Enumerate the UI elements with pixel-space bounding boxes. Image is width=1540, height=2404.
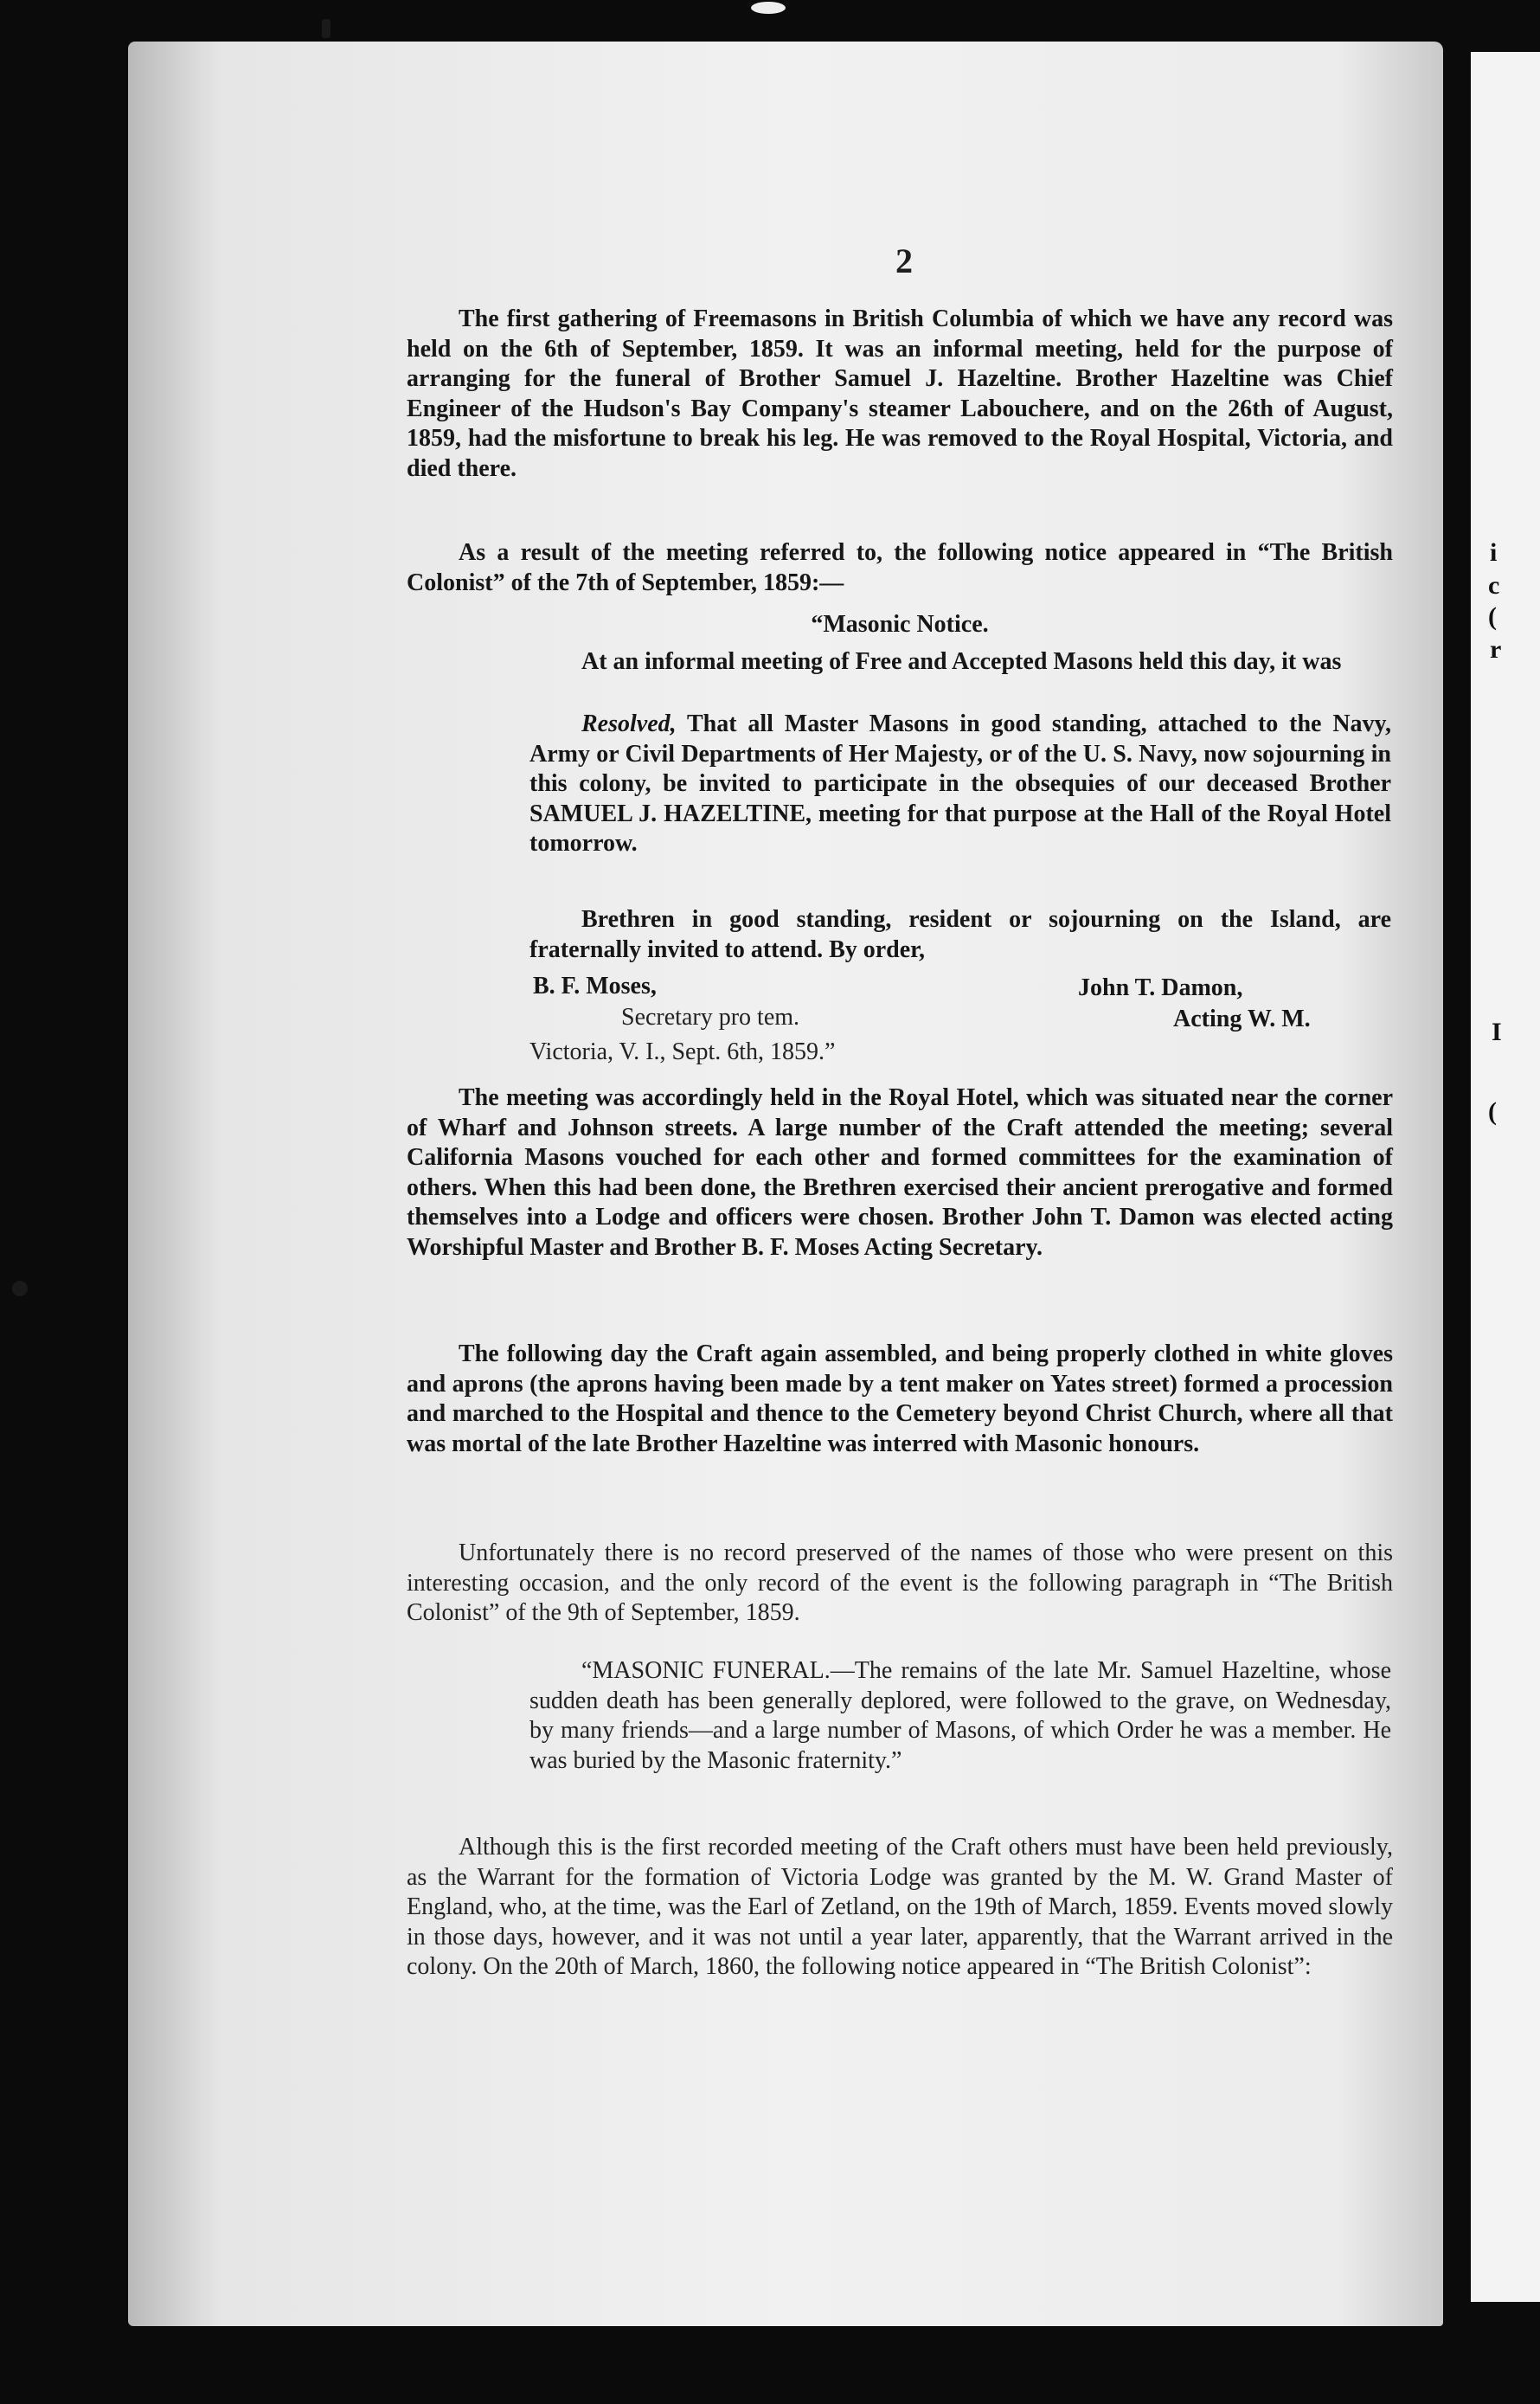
paragraph-no-record: Unfortunately there is no record preserved of the names of those who were present on this interesting occasion, and the only record of the event is the following paragraph in “The British Colonist” of the 9th of September, 1859. — [407, 1539, 1393, 1626]
signature-right-title: Acting W. M. — [1173, 1006, 1311, 1032]
margin-fragment: I — [1492, 1018, 1502, 1046]
paragraph-notice-intro: As a result of the meeting referred to, the following notice appeared in “The British Colonist” of the 7th of September, 1859:— — [407, 539, 1393, 596]
resolved-word: Resolved, — [581, 710, 677, 737]
signature-left-title: Secretary pro tem. — [621, 1004, 800, 1031]
resolved-text: That all Master Masons in good standing, attached to the Navy, Army or Civil Departments of Her Majesty, or of the U. S. Navy, now sojourning in this colony, be invited to participate in the obsequies of our deceased Brother SAMUEL J. HAZELTINE, meeting for that purpose at the Hall of the Royal Hotel tomorrow. — [529, 710, 1391, 857]
scan-speck — [751, 2, 786, 14]
notice-heading: “Masonic Notice. — [811, 611, 989, 638]
adjacent-page-edge — [1471, 52, 1540, 2302]
margin-fragment: r — [1490, 635, 1502, 664]
notice-place-date: Victoria, V. I., Sept. 6th, 1859.” — [529, 1038, 836, 1065]
masonic-funeral-quote: “MASONIC FUNERAL.—The remains of the late Mr. Samuel Hazeltine, whose sudden death has been generally deplored, were followed to the grave, on Wednesday, by many friends—and a large number of Masons, of which Order he was a member. He was buried by the Masonic fraternity.” — [529, 1657, 1391, 1774]
scan-speck — [12, 1281, 28, 1296]
notice-paragraph-resolved — [529, 710, 1391, 859]
margin-fragment: c — [1488, 571, 1500, 600]
margin-fragment: ( — [1488, 602, 1497, 631]
signature-left-name: B. F. Moses, — [533, 973, 657, 1000]
signature-right-name: John T. Damon, — [1078, 974, 1243, 1001]
paragraph-first-gathering: The first gathering of Freemasons in British Columbia of which we have any record was held on the 6th of September, 1859. It was an informal meeting, held for the purpose of arranging for the funeral of Brother Samuel J. Hazeltine. Brother Hazeltine was Chief Engineer of the Hudson's Bay Company's steamer Labouchere, and on the 26th of August, 1859, had the misfortune to break his leg. He was removed to the Royal Hospital, Victoria, and died there. — [407, 305, 1393, 482]
paragraph-procession: The following day the Craft again assembled, and being properly clothed in white gloves and aprons (the aprons having been made by a tent maker on Yates street) formed a procession and marched to the Hospital and thence to the Cemetery beyond Christ Church, where all that was mortal of the late Brother Hazeltine was interred with Masonic honours. — [407, 1340, 1393, 1457]
notice-paragraph-meeting: At an informal meeting of Free and Accepted Masons held this day, it was — [581, 648, 1342, 675]
paragraph-warrant: Although this is the first recorded meeting of the Craft others must have been held previously, as the Warrant for the formation of Victoria Lodge was granted by the M. W. Grand Master of England, who, at the time, was the Earl of Zetland, on the 19th of March, 1859. Events moved slowly in those days, however, and it was not until a year later, apparently, that the Warrant arrived in the colony. On the 20th of March, 1860, the following notice appeared in “The British Colonist”: — [407, 1834, 1393, 1980]
margin-fragment: i — [1490, 538, 1498, 567]
margin-fragment: ( — [1488, 1097, 1497, 1126]
scan-speck — [322, 19, 330, 38]
page-number: 2 — [895, 241, 913, 280]
notice-paragraph-brethren: Brethren in good standing, resident or sojourning on the Island, are fraternally invited to attend. By order, — [529, 906, 1391, 963]
paragraph-meeting-held: The meeting was accordingly held in the Royal Hotel, which was situated near the corner of Wharf and Johnson streets. A large number of the Craft attended the meeting; several California Masons vouched for each other and formed committees for the examination of others. When this had been done, the Brethren exercised their ancient prerogative and formed themselves into a Lodge and officers were chosen. Brother John T. Damon was elected acting Worshipful Master and Brother B. F. Moses Acting Secretary. — [407, 1084, 1393, 1261]
